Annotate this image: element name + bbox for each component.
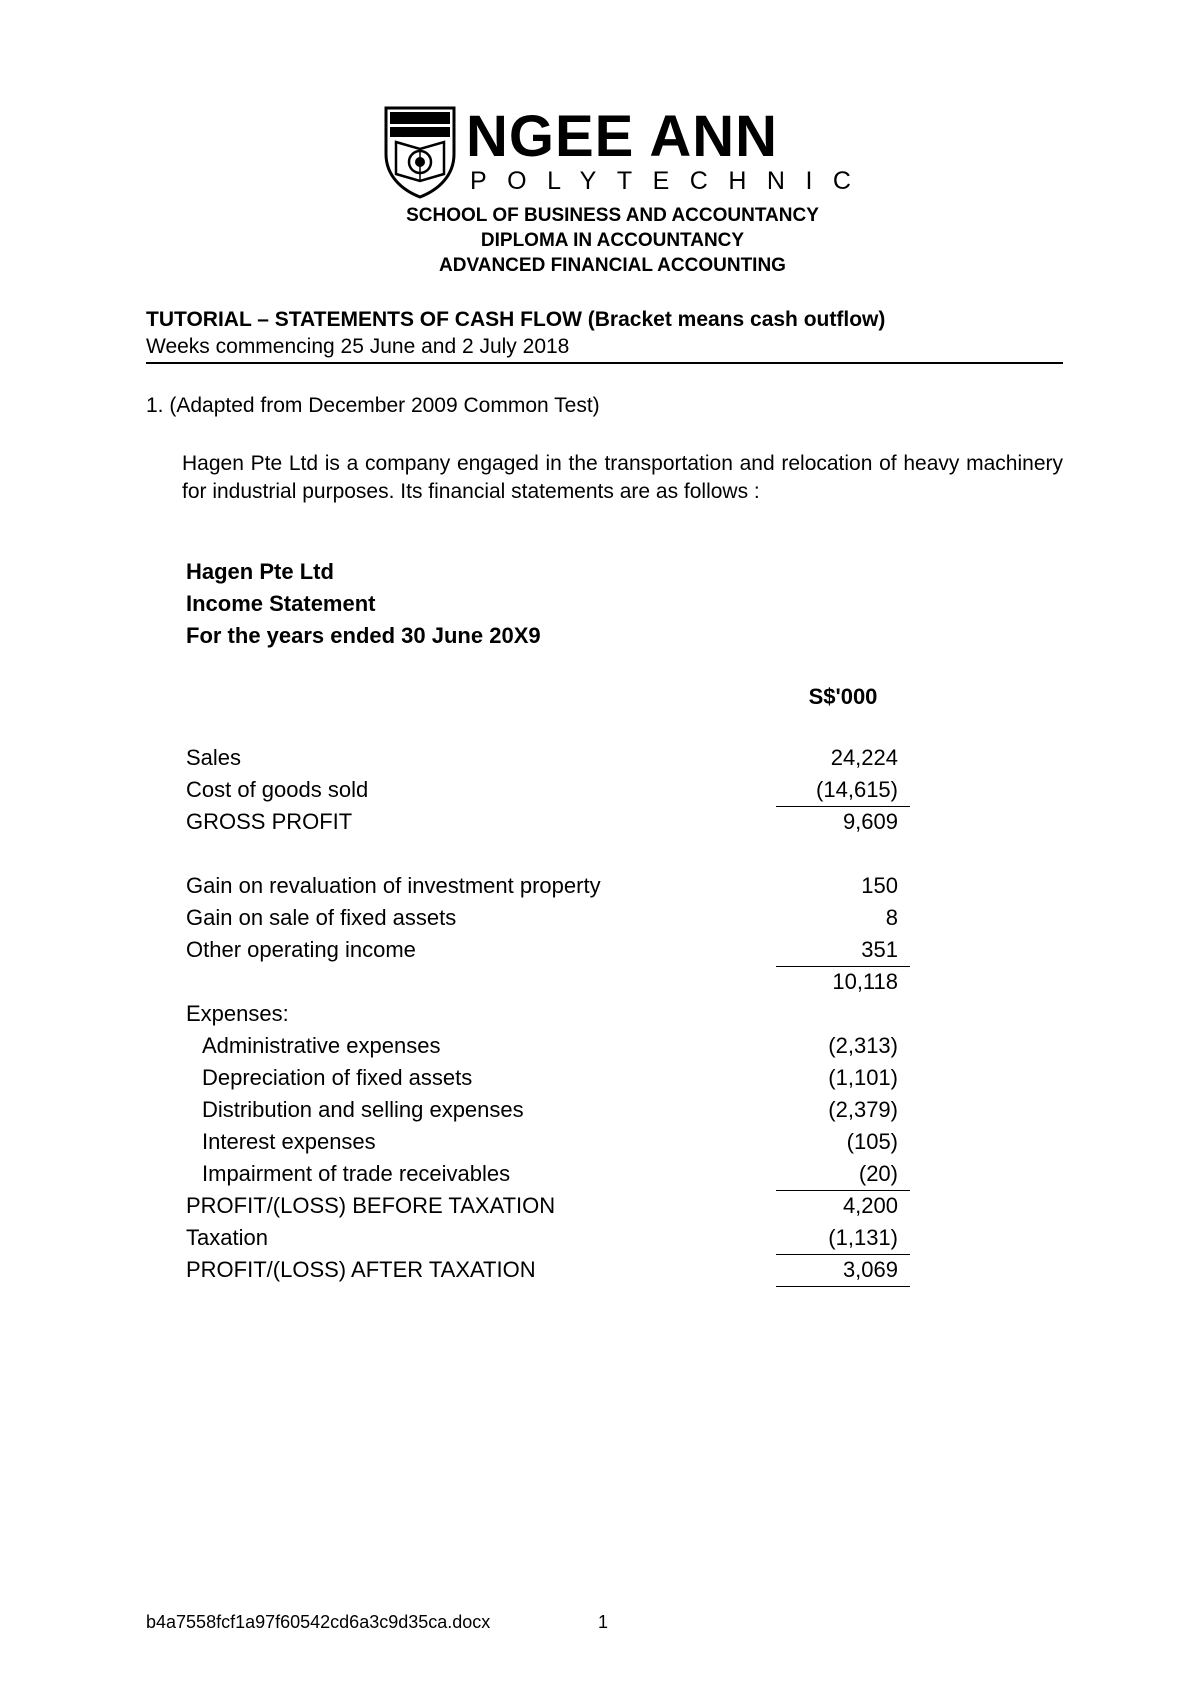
statement-row [186, 1222, 910, 1254]
row-label: Impairment of trade receivables [202, 1161, 511, 1186]
statement-row [186, 742, 910, 774]
row-label: PROFIT/(LOSS) BEFORE TAXATION [186, 1193, 556, 1218]
statement-name: Income Statement [186, 591, 376, 616]
row-amount: 9,609 [842, 809, 898, 834]
row-amount: 4,200 [842, 1193, 898, 1218]
row-label: Administrative expenses [202, 1033, 441, 1058]
row-amount: 150 [861, 873, 898, 898]
tutorial-weeks: Weeks commencing 25 June and 2 July 2018 [146, 335, 570, 358]
row-amount: 351 [861, 937, 898, 962]
school-name: SCHOOL OF BUSINESS AND ACCOUNTANCY [406, 205, 819, 226]
row-amount: 8 [885, 905, 898, 930]
row-label: Sales [186, 745, 242, 770]
statement-row [186, 998, 910, 1030]
page-number: 1 [598, 1612, 609, 1632]
statement-row [186, 902, 910, 934]
logo-name: NGEE ANN [466, 104, 778, 169]
question-heading: 1. (Adapted from December 2009 Common Test) [146, 394, 600, 417]
course-header [0, 203, 1200, 278]
statement-row [186, 806, 910, 838]
statement-row [186, 870, 910, 902]
row-label: Depreciation of fixed assets [202, 1065, 473, 1090]
statement-row [186, 1190, 910, 1222]
row-amount: (20) [858, 1161, 898, 1186]
row-amount: (2,379) [828, 1097, 898, 1122]
statement-row [186, 1094, 910, 1126]
row-amount: (2,313) [828, 1033, 898, 1058]
tutorial-title: TUTORIAL – STATEMENTS OF CASH FLOW (Bracket means cash outflow) [146, 308, 886, 331]
ngee-ann-logo [382, 104, 872, 202]
question-intro: Hagen Pte Ltd is a company engaged in the transportation and relocation of heavy machinery for industrial purposes. Its financial statements are as follows : [182, 452, 1063, 503]
statement-row [186, 774, 910, 806]
footer-filename: b4a7558fcf1a97f60542cd6a3c9d35ca.docx [146, 1612, 491, 1632]
logo-subtitle: POLYTECHNIC [470, 167, 872, 195]
row-amount: 3,069 [842, 1257, 898, 1282]
statement-row [186, 1030, 910, 1062]
row-label: Other operating income [186, 937, 416, 962]
row-amount: (1,101) [828, 1065, 898, 1090]
statement-heading [186, 556, 541, 652]
title-divider [146, 362, 1063, 364]
row-amount: (105) [846, 1129, 898, 1154]
row-label: Cost of goods sold [186, 777, 369, 802]
row-label: PROFIT/(LOSS) AFTER TAXATION [186, 1257, 536, 1282]
statement-period: For the years ended 30 June 20X9 [186, 623, 541, 648]
statement-row [186, 1158, 910, 1190]
row-label: Taxation [186, 1225, 268, 1250]
row-label: Gain on sale of fixed assets [186, 905, 457, 930]
statement-row [186, 934, 910, 966]
statement-row [186, 966, 910, 998]
row-label: Distribution and selling expenses [202, 1097, 524, 1122]
row-label: GROSS PROFIT [186, 809, 353, 834]
row-amount: 24,224 [830, 745, 898, 770]
row-amount: (1,131) [828, 1225, 898, 1250]
company-name: Hagen Pte Ltd [186, 559, 334, 584]
row-amount: 10,118 [832, 969, 898, 994]
statement-row [186, 1254, 910, 1286]
currency-unit: S$'000 [808, 684, 878, 709]
diploma-name: DIPLOMA IN ACCOUNTANCY [480, 230, 745, 251]
statement-row [186, 1062, 910, 1094]
crest-icon [382, 104, 458, 200]
row-label: Expenses: [186, 1001, 289, 1026]
module-name: ADVANCED FINANCIAL ACCOUNTING [439, 255, 786, 276]
row-amount: (14,615) [816, 777, 898, 802]
row-label: Gain on revaluation of investment property [186, 873, 601, 898]
total-rule [776, 1286, 910, 1287]
row-label: Interest expenses [202, 1129, 376, 1154]
statement-row [186, 1126, 910, 1158]
